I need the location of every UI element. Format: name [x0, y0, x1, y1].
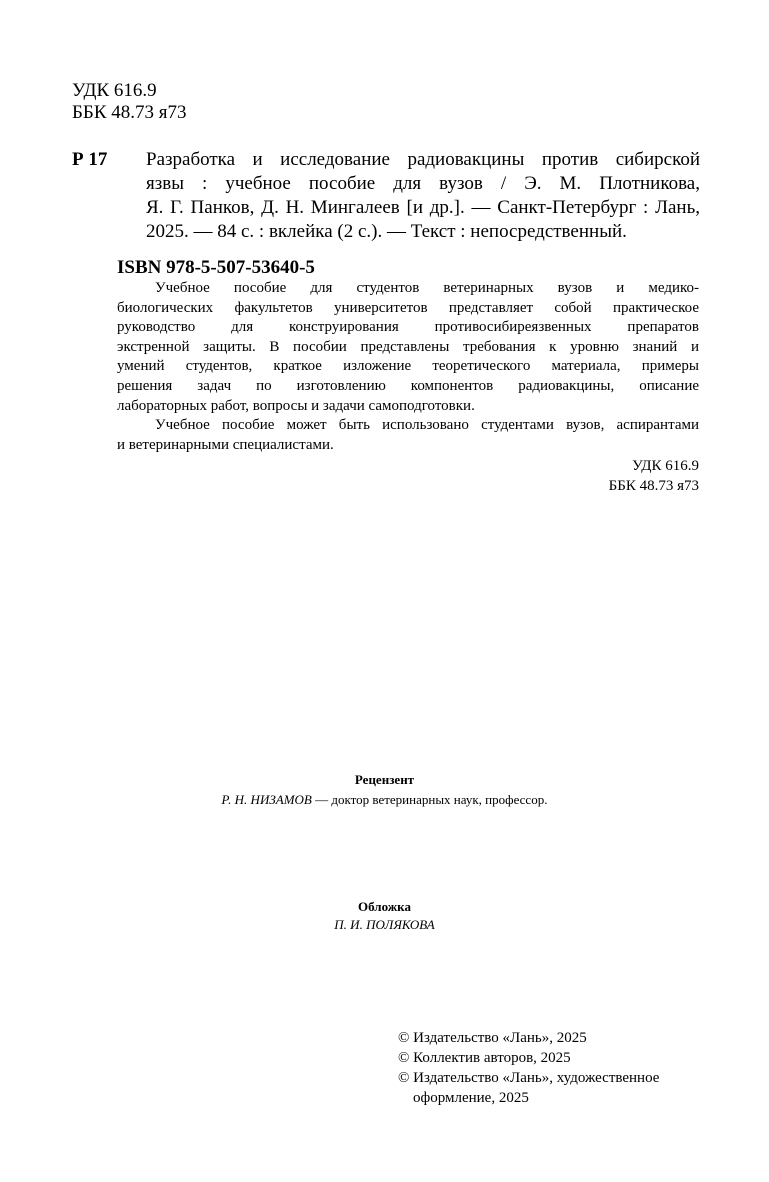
bibliographic-entry [72, 148, 700, 244]
bibliographic-description [146, 148, 700, 244]
cover-heading: Обложка [358, 899, 411, 914]
copyright-block [398, 1028, 659, 1108]
udk-code: УДК 616.9 [72, 80, 157, 101]
annotation-line: решения задач по изготовлению компонентов радиовакцины, описание [117, 377, 699, 394]
classification-bottom [609, 456, 699, 496]
annotation-line: Учебное пособие для студентов ветеринарных вузов и медико- [155, 280, 699, 296]
copyright-line: оформление, 2025 [413, 1090, 529, 1106]
reviewer-line [0, 790, 769, 810]
author-mark: Р 17 [72, 149, 108, 170]
description-line: 2025. — 84 с. : вклейка (2 с.). — Текст : непосредственный. [146, 221, 627, 242]
annotation [117, 279, 699, 455]
reviewer-heading: Рецензент [354, 772, 415, 787]
classification-top [72, 80, 186, 124]
udk-code: УДК 616.9 [632, 458, 699, 474]
annotation-line: биологических факультетов университетов представляет собой практическое [117, 299, 699, 316]
cover-designer: П. И. ПОЛЯКОВА [334, 917, 435, 932]
annotation-line: экстренной защиты. В пособии представлены требования к уровню знаний и [117, 338, 699, 355]
description-line: язвы : учебное пособие для вузов / Э. М. Плотникова, [146, 173, 700, 194]
description-line: Я. Г. Панков, Д. Н. Мингалеев [и др.]. — Санкт-Петербург : Лань, [146, 197, 700, 218]
copyright-line: © Издательство «Лань», художественное [398, 1070, 660, 1086]
reviewer-block [0, 770, 769, 810]
description-line: Разработка и исследование радиовакцины против сибирской [146, 149, 700, 170]
reviewer-name: Р. Н. НИЗАМОВ [221, 792, 312, 807]
annotation-line: лабораторных работ, вопросы и задачи самоподготовки. [117, 397, 475, 414]
bbk-code: ББК 48.73 я73 [608, 478, 699, 494]
annotation-line: Учебное пособие может быть использовано студентами вузов, аспирантами [155, 417, 699, 434]
annotation-line: руководство для конструирования противосибиреязвенных препаратов [117, 319, 699, 336]
copyright-line: © Издательство «Лань», 2025 [398, 1030, 587, 1046]
cover-block [0, 898, 769, 934]
copyright-line: © Коллектив авторов, 2025 [398, 1050, 571, 1066]
annotation-line: умений студентов, краткое изложение теоретического материала, примеры [117, 358, 699, 375]
annotation-line: и ветеринарными специалистами. [117, 436, 334, 453]
isbn: ISBN 978-5-507-53640-5 [117, 257, 315, 278]
reviewer-description: — доктор ветеринарных наук, профессор. [311, 792, 548, 807]
bbk-code: ББК 48.73 я73 [72, 102, 187, 123]
